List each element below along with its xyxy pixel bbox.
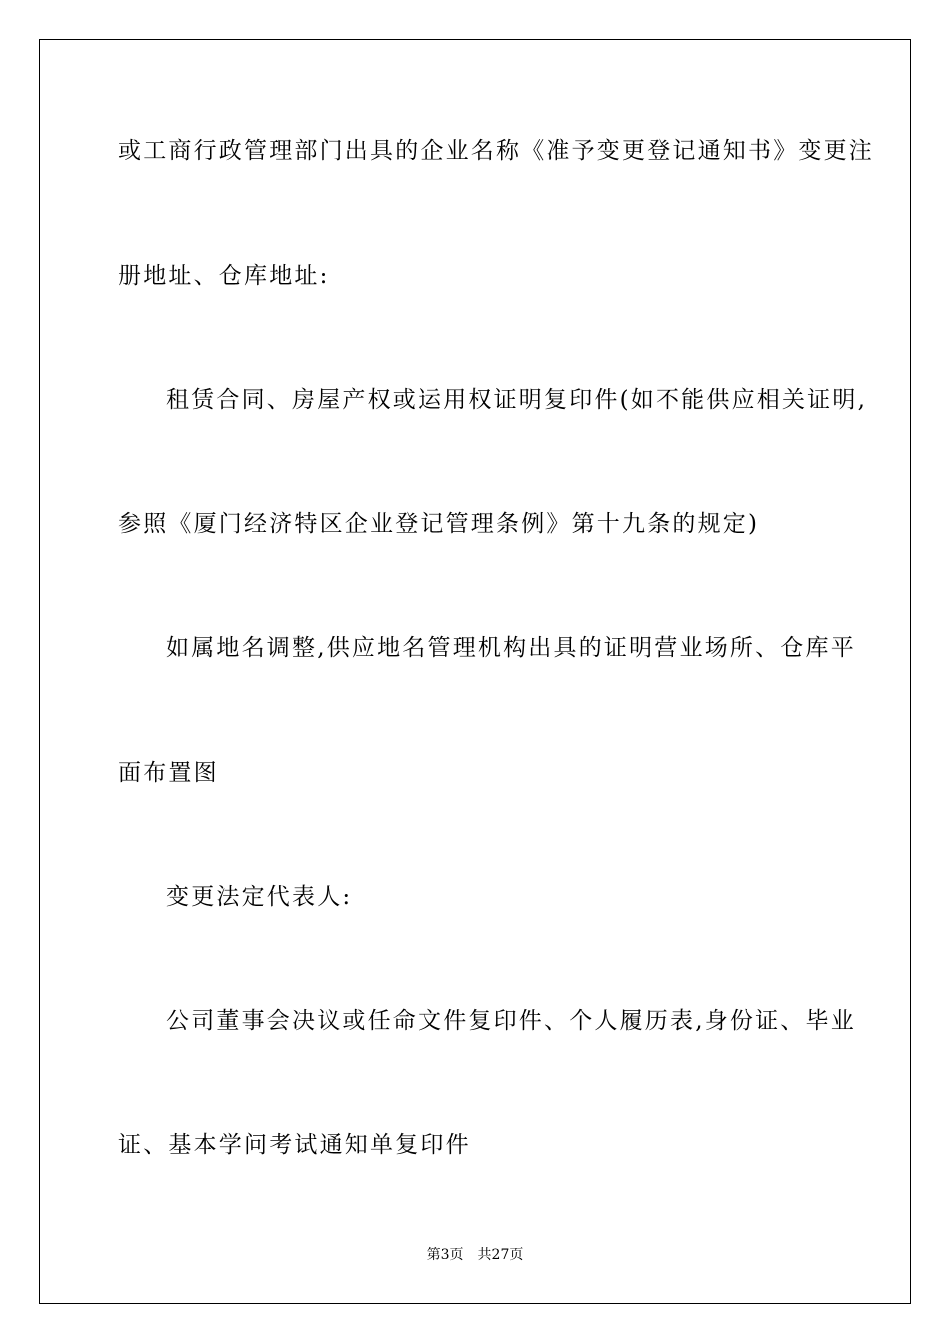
- page-border: [39, 39, 911, 1304]
- text-line-8: 公司董事会决议或任命文件复印件、个人履历表,身份证、毕业: [166, 1008, 856, 1034]
- text-line-2: 册地址、仓库地址:: [118, 263, 330, 289]
- page-footer: [0, 1246, 950, 1264]
- text-line-1: 或工商行政管理部门出具的企业名称《准予变更登记通知书》变更注: [118, 138, 874, 164]
- text-line-6: 面布置图: [118, 760, 219, 786]
- text-line-7: 变更法定代表人:: [166, 884, 353, 910]
- text-line-4: 参照《厦门经济特区企业登记管理条例》第十九条的规定): [118, 511, 760, 537]
- total-pages-label: 共27页: [477, 1247, 524, 1263]
- text-line-9: 证、基本学问考试通知单复印件: [118, 1132, 471, 1158]
- text-line-5: 如属地名调整,供应地名管理机构出具的证明营业场所、仓库平: [166, 635, 856, 661]
- text-line-3: 租赁合同、房屋产权或运用权证明复印件(如不能供应相关证明,: [166, 387, 868, 413]
- current-page-label: 第3页: [426, 1247, 464, 1263]
